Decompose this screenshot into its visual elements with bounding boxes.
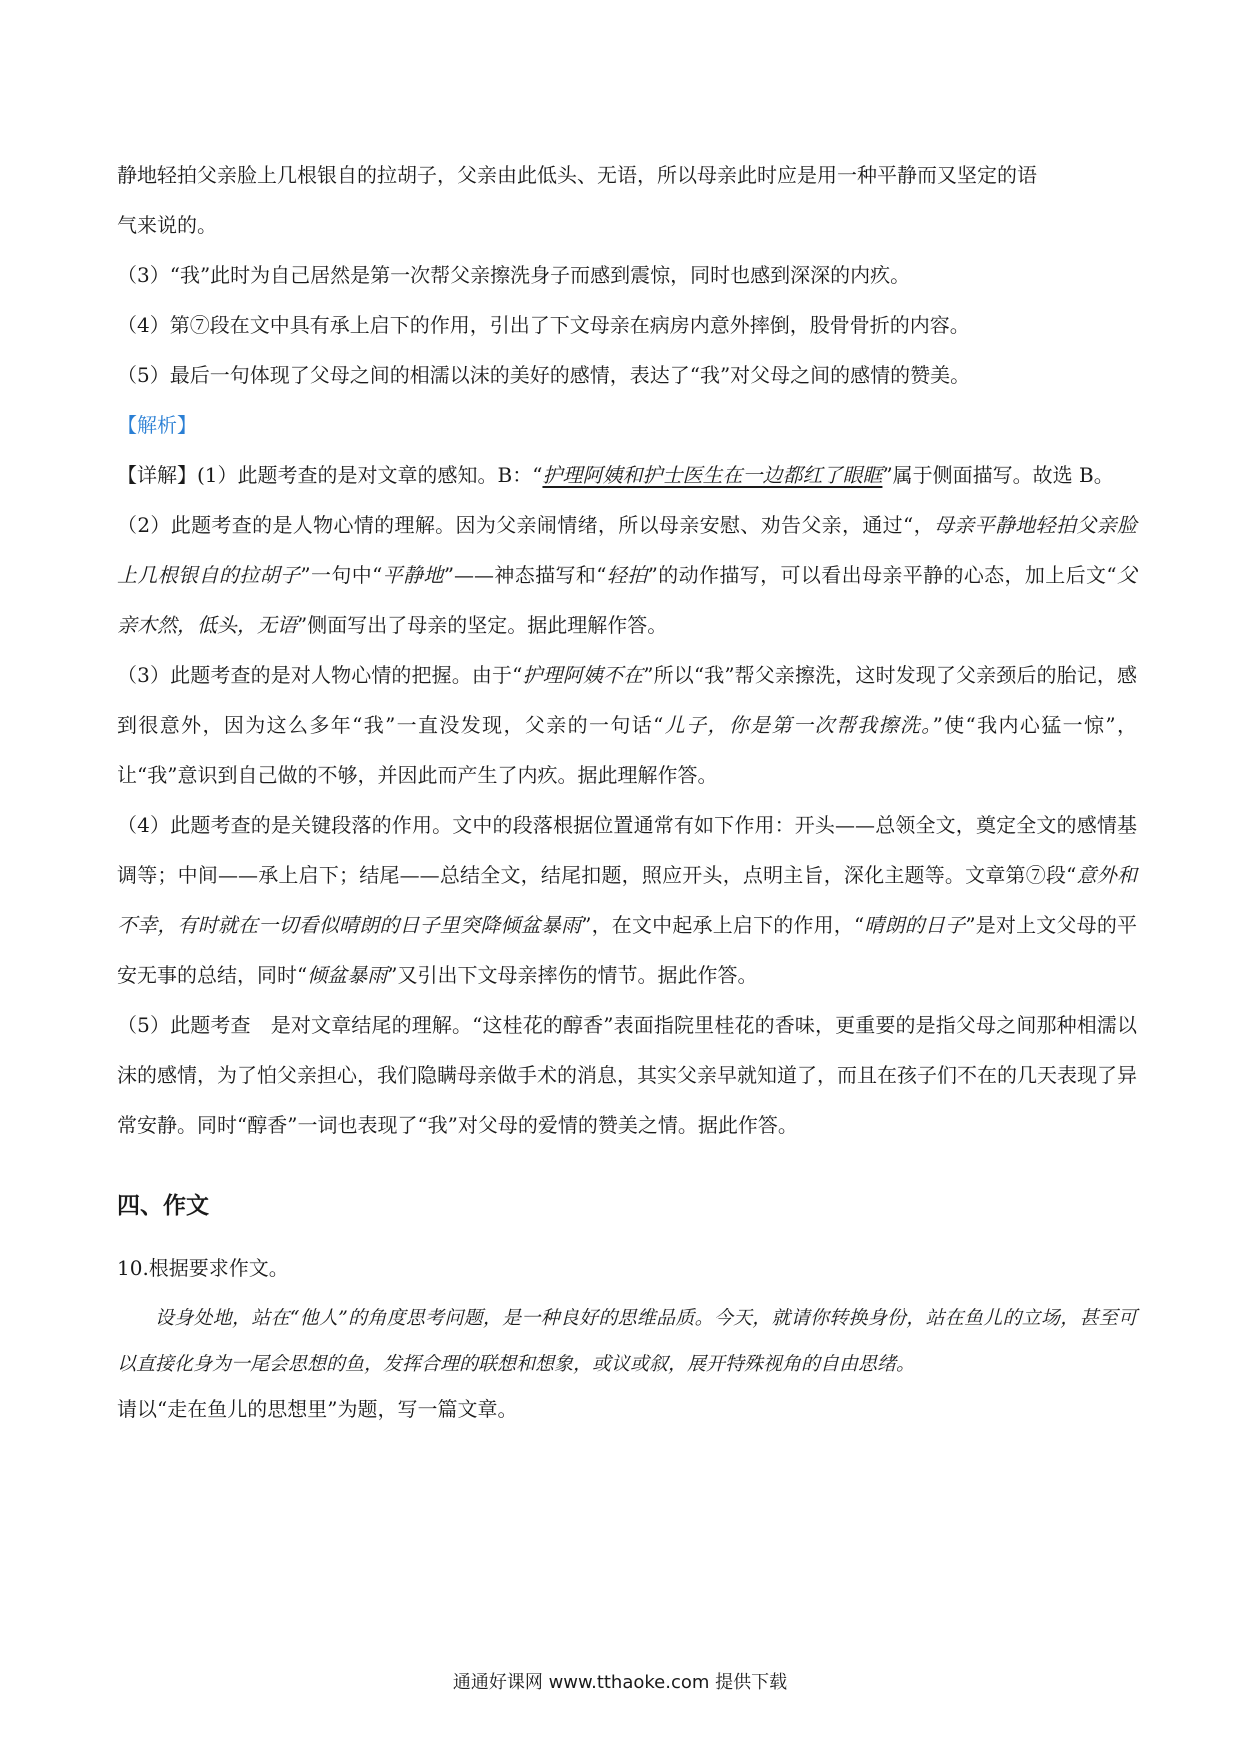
detail-q1: [117, 450, 1137, 500]
detail-q4-text-a: （4）此题考查的是关键段落的作用。文中的段落根据位置通常有如下作用：开头——总领全文，奠定全文的感情基调等；中间——承上启下；结尾——总结全文，结尾扣题，照应开头，点明主旨，深化主题等。文章第⑦段“: [117, 813, 1137, 887]
section-title: 四、作文: [117, 1193, 209, 1219]
document-page: [117, 150, 1137, 1431]
answer-5: （5）最后一句体现了父母之间的相濡以沫的美好的感情，表达了“我”对父母之间的感情的赞美。: [117, 363, 971, 387]
intro-line-1: 静地轻拍父亲脸上几根银自的拉胡子，父亲由此低头、无语，所以母亲此时应是用一种平静而又坚定的语: [117, 163, 1037, 187]
answer-3: （3）“我”此时为自己居然是第一次帮父亲擦洗身子而感到震惊，同时也感到深深的内疚。: [117, 263, 911, 287]
detail-q5: （5）此题考查 是对文章结尾的理解。“这桂花的醇香”表面指院里桂花的香味，更重要的是指父母之间那种相濡以沫的感情，为了怕父亲担心，我们隐瞒母亲做手术的消息，其实父亲早就知道了，而且在孩子们不在的几天表现了异常安静。同时“醇香”一词也表现了“我”对父母的爱情的赞美之情。据此作答。: [117, 1013, 1137, 1137]
detail-q1-text-b: ”属于侧面描写。故选 B。: [882, 463, 1114, 487]
analysis-label: 【解析】: [117, 413, 197, 437]
detail-q4-text-c: ”是对上文父母的平安无事的总结，同时“: [117, 913, 1138, 987]
detail-q2-text-b: ”一句中“: [300, 563, 383, 587]
detail-q3-text-b: ”所以“我”帮父亲擦洗，这时发现了父亲颈后的胎记，感到很意外，因为这么多年“我”一直没发现，父亲的一句话“: [117, 663, 1137, 737]
detail-q2: [117, 500, 1137, 650]
question-10: 10.根据要求作文。: [117, 1256, 289, 1281]
detail-q4-text-b: ”，在文中起承上启下的作用，“: [581, 913, 865, 937]
detail-q2-quote-4: 父亲木然，低头，无语: [117, 563, 1138, 637]
detail-q3-quote-1: 护理阿姨不在: [522, 663, 644, 687]
detail-q1-text-a: 【详解】(1）此题考查的是对文章的感知。B：“: [117, 463, 543, 487]
detail-q4-quote-1: 意外和不幸，有时就在一切看似晴朗的日子里突降倾盆暴雨: [117, 863, 1138, 937]
detail-q4-quote-3: 倾盆暴雨: [307, 963, 388, 987]
detail-q3-quote-2: 儿子，你是第一次帮我擦洗。: [663, 713, 933, 737]
detail-q2-quote-3: 轻拍: [606, 563, 648, 587]
page-footer: 通通好课网 www.tthaoke.com 提供下载: [452, 1672, 788, 1693]
detail-q4: [117, 800, 1137, 1000]
detail-q3-text-c: ”使“我内心猛一惊”，让“我”意识到自己做的不够，并因此而产生了内疚。据此理解作答。: [117, 713, 1137, 787]
detail-q2-text-c: ”——神态描写和“: [443, 563, 607, 587]
detail-q2-quote-1: 母亲平静地轻拍父亲脸上几根银自的拉胡子: [117, 513, 1138, 587]
detail-q3-text-a: （3）此题考查的是对人物心情的把握。由于“: [117, 663, 523, 687]
detail-q2-text-e: ”侧面写出了母亲的坚定。据此理解作答。: [297, 613, 668, 637]
detail-q1-quote: 护理阿姨和护士医生在一边都红了眼眶: [542, 463, 883, 487]
detail-q2-text-a: （2）此题考查的是人物心情的理解。因为父亲闹情绪，所以母亲安慰、劝告父亲，通过“，: [117, 513, 934, 537]
answer-4: （4）第⑦段在文中具有承上启下的作用，引出了下文母亲在病房内意外摔倒，股骨骨折的内容。: [117, 313, 970, 337]
detail-q3: [117, 650, 1137, 800]
detail-q4-quote-2: 晴朗的日子: [864, 913, 966, 937]
detail-q2-quote-2: 平静地: [382, 563, 444, 587]
essay-instruction: 请以“走在鱼儿的思想里”为题，写一篇文章。: [117, 1397, 518, 1422]
detail-q2-text-d: ”的动作描写，可以看出母亲平静的心态，加上后文“: [647, 563, 1117, 587]
intro-line-2: 气来说的。: [117, 213, 217, 237]
detail-q4-text-d: ”又引出下文母亲摔伤的情节。据此作答。: [387, 963, 758, 987]
essay-prompt: 设身处地，站在“他人”的角度思考问题，是一种良好的思维品质。今天，就请你转换身份，站在鱼儿的立场，甚至可以直接化身为一尾会思想的鱼，发挥合理的联想和想象，或议或叙，展开特殊视角的自由思绪。: [117, 1307, 1137, 1376]
